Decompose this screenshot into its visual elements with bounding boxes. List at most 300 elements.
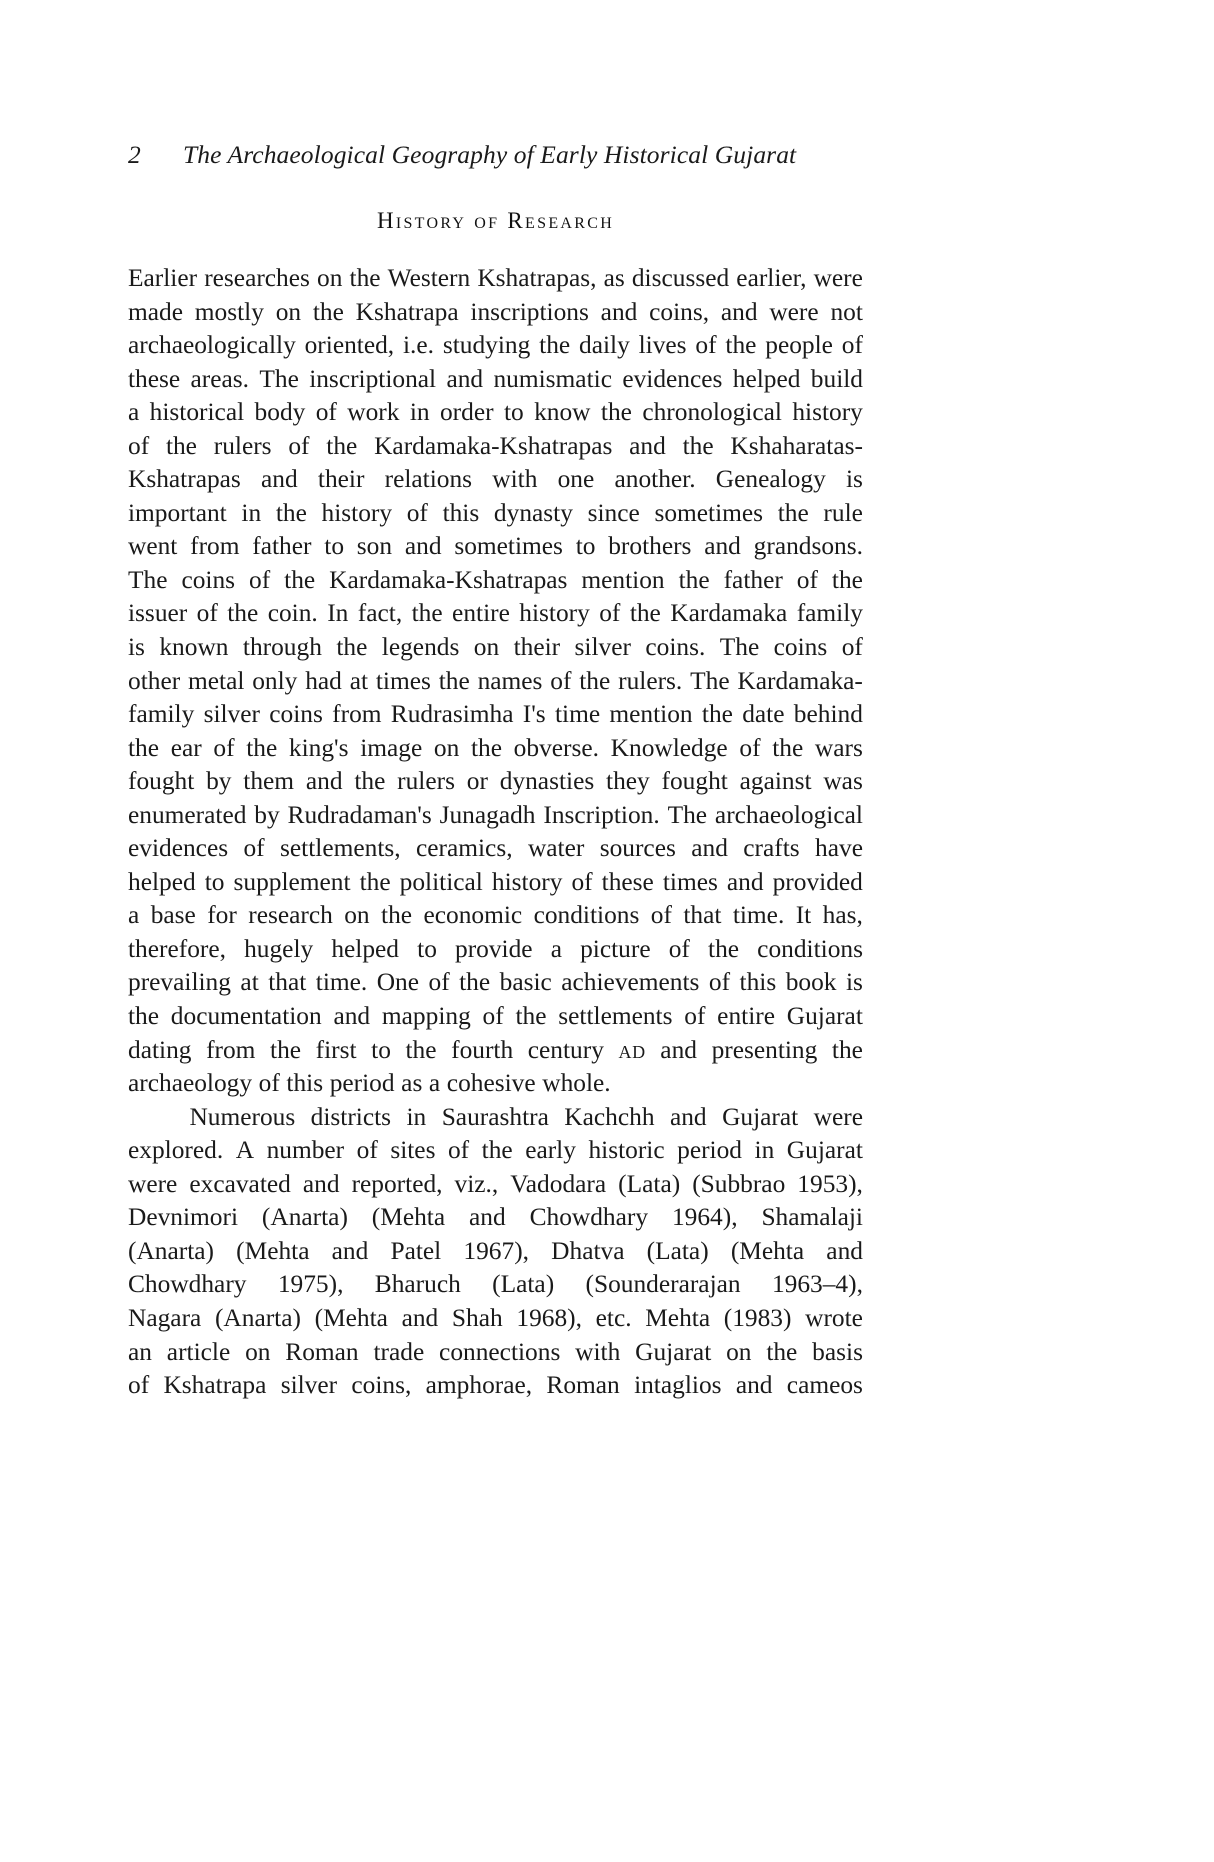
word: historic [588,1136,665,1165]
word: of [796,565,818,594]
word: (Anarta) [128,1236,214,1265]
word: mostly [194,297,264,326]
word: Junagadh [439,800,536,829]
word: a [128,398,140,427]
running-head-title: The Archaeological Geography of Early Historical Gujarat [182,140,797,169]
word: and [669,1102,707,1131]
word: book [785,968,837,997]
word: of [841,331,863,360]
word: sometimes [454,532,563,561]
word: time [554,700,601,729]
word: of [482,1002,504,1031]
word: of [196,599,218,628]
word: inscriptions [470,297,589,326]
text-line [128,1134,863,1168]
text-line [128,832,863,866]
word: ceramics, [415,834,513,863]
text-line [128,296,863,330]
word: the [349,264,381,292]
word: body [254,398,306,427]
word: sites [390,1136,436,1165]
word: that [268,968,307,997]
word: fought [128,767,195,796]
word: provide [455,934,533,963]
word: from [206,1035,256,1064]
word: and [691,834,728,863]
word: Gujarat [786,1136,863,1165]
text-line [128,1302,863,1336]
word: mention [609,700,693,729]
word: evidences [622,364,723,393]
word: with [575,1337,621,1366]
word: of [213,733,235,762]
word: these [601,867,654,896]
word: and [720,297,758,326]
paragraph-indent [128,1101,174,1135]
word: mention [581,565,665,594]
word: of [708,968,731,997]
text-line [128,732,863,766]
word: economic [423,901,523,930]
word: (Lata) [618,1169,681,1198]
word: trade [373,1337,425,1366]
word: against [739,767,812,796]
word: of [695,331,717,360]
word: settlements [558,1002,673,1031]
word: ear [170,733,202,762]
word: A [235,1136,255,1165]
word: order [439,398,494,427]
word: (Mehta [730,1236,805,1265]
word: a [550,934,562,963]
word: base [150,901,196,930]
text-line [128,262,863,296]
word: coin. [267,599,318,628]
word: from [190,532,240,561]
word: this [442,498,480,527]
word: (Mehta [371,1203,446,1232]
word: the [359,867,391,896]
paragraph-2 [128,1101,863,1403]
word: went [128,532,178,561]
word: century [527,1035,604,1064]
word: the [629,599,661,628]
word: 1963–4), [771,1270,863,1299]
word: silver [203,700,260,729]
word: the [766,1337,798,1366]
word: and [331,1236,369,1265]
word: The [259,364,299,393]
word: Kachchh [564,1102,655,1131]
word: at [240,968,259,997]
word: by [206,767,232,796]
word: the [470,733,502,762]
word: and [600,297,638,326]
word: with [492,465,538,494]
word: political [399,867,483,896]
word: of [447,1136,470,1165]
word: these [128,364,181,393]
word: fourth [451,1035,514,1064]
word: of [571,867,593,896]
word: of [406,498,428,527]
word: relations [384,465,473,494]
word: The [690,666,730,695]
word: provided [772,867,863,896]
word: times [375,666,431,695]
word: as [401,1069,423,1098]
word: of [599,599,621,628]
text-line [128,698,863,732]
word: and [629,431,666,460]
word: of [841,633,863,662]
word: conditions [757,934,863,963]
text-line [128,1067,863,1101]
word: of [428,968,450,997]
word: the [411,599,443,628]
word: Shah [451,1303,503,1332]
word: One [376,968,420,997]
word: coins, [649,297,710,326]
word: The [667,800,708,829]
word: period [677,1136,743,1165]
word: coins [269,700,323,729]
word: 1975), [277,1270,344,1299]
word: crafts [743,834,800,863]
word: is [845,465,863,494]
word: archaeology [128,1069,253,1098]
word: issuer [128,599,188,628]
word: Kardamaka-Kshatrapas [329,565,568,594]
word: on [473,633,500,662]
word: a [428,1069,441,1098]
text-line [128,1336,863,1370]
word: an [128,1337,152,1366]
word: Kshatrapa [355,297,459,326]
word: behind [793,700,863,729]
word: documentation [170,1002,322,1031]
word: silver [574,633,631,662]
word: have [815,834,863,863]
word: Patel [390,1236,442,1265]
word: numismatic [493,364,612,393]
word: as [603,264,625,292]
word: to [503,398,524,427]
word: the [708,934,740,963]
word: the [270,1035,302,1064]
word: legends [381,633,460,662]
word: the [438,666,470,695]
word: and [704,532,741,561]
word: to [575,532,596,561]
word: conditions [533,901,640,930]
word: were [128,1169,178,1198]
word: Genealogy [715,465,826,494]
word: basis [812,1337,863,1366]
word: metal [188,666,245,695]
word: is [845,968,863,997]
word: and [660,1035,697,1064]
word: image [360,733,423,762]
word: family [128,700,195,729]
word: this [286,1069,324,1098]
word: the [777,498,809,527]
word: Western [387,264,471,292]
word: The [128,565,168,594]
word: not [830,297,863,326]
word: (Mehta [314,1303,388,1332]
word: Gujarat [635,1337,712,1366]
word: archaeologically [128,331,296,360]
text-line [128,631,863,665]
text-line [128,899,863,933]
word: and [735,1371,773,1400]
word: viz., [454,1169,499,1198]
text-line [128,866,863,900]
word: on [433,733,460,762]
text-line [128,1000,863,1034]
word: Gujarat [722,1102,799,1131]
word: of [684,1002,706,1031]
word: king's [288,733,349,762]
word: helped [331,934,400,963]
word: chronological [642,398,782,427]
word: (Anarta) [214,1303,301,1332]
word: in [406,1102,427,1131]
word: Kshatrapa [163,1371,267,1400]
word: oriented, [304,331,395,360]
word: is [128,633,145,662]
word: one [557,465,595,494]
word: and [469,1203,506,1232]
word: the [579,666,611,695]
word: the [725,331,757,360]
word: discussed [631,264,730,292]
word: (Sounderarajan [585,1270,741,1299]
word: of [128,431,150,460]
text-line [128,463,863,497]
word: Kardamaka-Kshatrapas [374,431,613,460]
word: father [252,532,312,561]
word: other [128,666,181,695]
word: the [481,1136,513,1165]
word: the [772,733,804,762]
word: and [404,532,442,561]
word: to [204,867,225,896]
word: presenting [711,1035,818,1064]
word: on [317,264,343,292]
word: the [284,565,316,594]
word: the [275,498,307,527]
word: of [739,733,761,762]
word: known [159,633,229,662]
word: coins [773,633,828,662]
text-line [128,933,863,967]
word: history [321,498,393,527]
word: were [813,264,863,292]
word: fact, [357,599,403,628]
word: Roman [546,1371,620,1400]
word: and [726,867,764,896]
word: enumerated [128,800,247,829]
word: historical [149,398,245,427]
word: grandsons. [753,532,863,561]
word: history [792,398,863,427]
word: the [246,733,278,762]
word: supplement [233,867,351,896]
word: Bharuch [374,1270,461,1299]
word: basic [499,968,552,997]
word: another. [614,465,696,494]
word: the [381,901,413,930]
text-line [128,497,863,531]
word: i.e. [402,331,435,360]
word: whole. [542,1069,611,1098]
word: studying [442,331,531,360]
word: article [166,1337,231,1366]
word: son [356,532,393,561]
word: of [356,1136,378,1165]
word: was [823,767,863,796]
word: were [769,297,819,326]
word: work [347,398,400,427]
word: It [795,901,812,930]
word: time. [315,968,368,997]
word: they [606,767,650,796]
text-line [128,1101,863,1135]
word: helped [732,364,801,393]
word: the [326,431,358,460]
text-line [128,1034,863,1068]
word: the [831,1035,863,1064]
word: of [315,398,337,427]
word: connections [439,1337,561,1366]
word: of [550,666,572,695]
word: on [344,901,370,930]
text-line [128,765,863,799]
word: Nagara [128,1303,202,1332]
word: in [409,398,430,427]
word: picture [580,934,651,963]
word: of [288,431,310,460]
word: the [515,1002,547,1031]
word: history [491,867,563,896]
word: water [527,834,585,863]
word: Kshatrapas [128,465,241,494]
word: to [417,934,437,963]
word: at [349,666,369,695]
word: sometimes [654,498,764,527]
text-line [128,799,863,833]
word: cohesive [446,1069,536,1098]
word: In [327,599,349,628]
word: fought [661,767,728,796]
word: (Anarta) [261,1203,348,1232]
word: only [252,666,298,695]
word: know [534,398,591,427]
word: people [765,331,833,360]
word: lives [638,331,687,360]
text-line [128,564,863,598]
word: the [128,1002,160,1031]
word: Inscription. [543,800,660,829]
text-line [128,1235,863,1269]
word: and [826,1236,863,1265]
word: for [207,901,237,930]
text-line [128,966,863,1000]
text-line [128,329,863,363]
word: Kshaharatas- [730,431,863,460]
word: to [371,1035,391,1064]
word: researches [204,264,310,292]
paragraph-1 [128,262,863,1101]
text-line [128,363,863,397]
word: the [354,767,386,796]
word: the [678,565,710,594]
word: on [275,297,302,326]
word: of [249,565,271,594]
word: prevailing [128,968,231,997]
word: family [796,599,863,628]
word: of [128,1371,150,1400]
running-head [128,140,888,170]
text-line [128,1201,863,1235]
word: were [813,1102,863,1131]
word: their [317,465,365,494]
word: the [336,633,368,662]
word: the [312,297,344,326]
word: evidences [128,834,229,863]
word: coins. [645,633,706,662]
word: rule [823,498,863,527]
word: the [405,1035,437,1064]
word: and [446,364,484,393]
word: achievements [561,968,700,997]
word: coins [181,565,236,594]
word: amphorae, [425,1371,533,1400]
word: wars [814,733,863,762]
small-caps-token: ad [618,1035,646,1064]
word: important [128,498,227,527]
word: (Subbrao [692,1169,786,1198]
word: rulers [397,767,455,796]
word: through [242,633,322,662]
word: Rudradaman's [287,800,432,829]
word: names [477,666,543,695]
word: the [165,431,197,460]
word: Chowdhary [128,1270,247,1299]
word: 1953), [797,1169,863,1198]
word: wrote [805,1303,863,1332]
word: dynasties [499,767,595,796]
text-line [128,665,863,699]
word: of [650,901,672,930]
text-line [128,1369,863,1403]
word: the [682,431,714,460]
word: silver [280,1371,338,1400]
word: Mehta [645,1303,711,1332]
word: 1968), [516,1303,582,1332]
word: dynasty [493,498,573,527]
body-text [128,262,863,1403]
word: Vadodara [510,1169,607,1198]
word: to [324,532,345,561]
word: areas. [190,364,250,393]
word: I's [522,700,546,729]
word: and [305,767,343,796]
word: 1964), [671,1203,738,1232]
word: Kardamaka [670,599,788,628]
